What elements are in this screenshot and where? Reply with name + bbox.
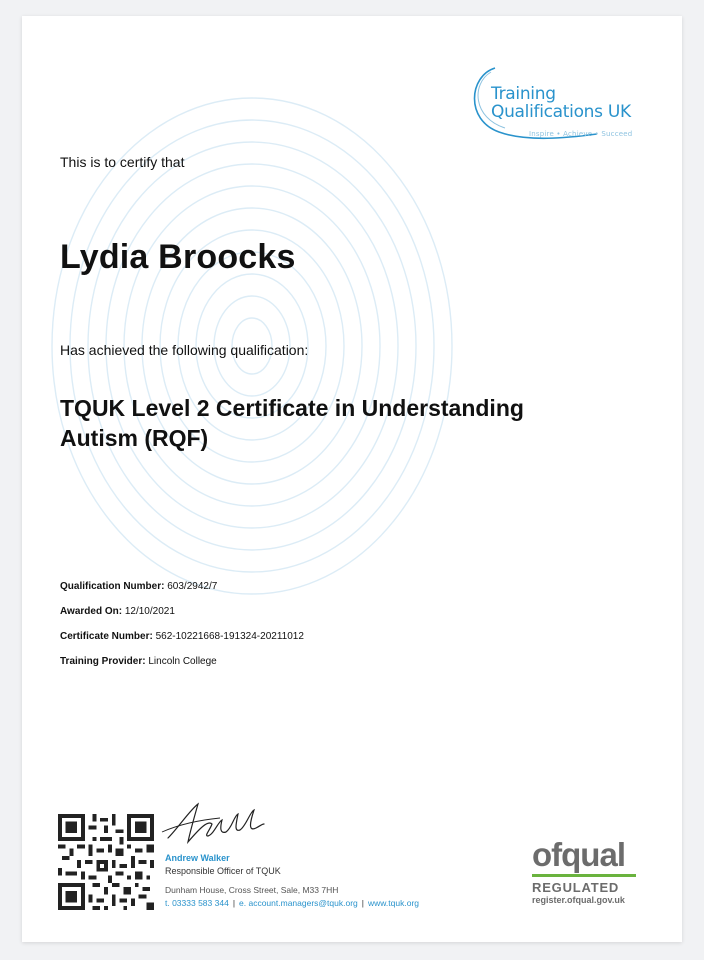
logo-text-line2: Qualifications UK (491, 102, 631, 122)
ofqual-wordmark: ofqual (532, 836, 625, 873)
ofqual-regulated-text: REGULATED (532, 880, 620, 895)
detail-value: 603/2942/7 (167, 581, 218, 592)
separator: | (361, 898, 364, 908)
detail-label: Qualification Number: (60, 581, 165, 592)
certify-intro: This is to certify that (60, 154, 185, 170)
certificate-page (22, 16, 682, 942)
signature-image (160, 798, 270, 850)
achieved-text: Has achieved the following qualification: (60, 342, 309, 358)
logo-text-line1: Training (491, 84, 556, 104)
tquk-logo (447, 62, 667, 167)
contact-phone[interactable]: t. 03333 583 344 (165, 898, 229, 908)
detail-label: Training Provider: (60, 656, 146, 667)
detail-label: Awarded On: (60, 606, 123, 617)
detail-label: Certificate Number: (60, 631, 153, 642)
ofqual-register-link[interactable]: register.ofqual.gov.uk (532, 895, 625, 905)
detail-row-awarded-on (60, 606, 304, 631)
signatory-role: Responsible Officer of TQUK (165, 866, 281, 876)
ofqual-regulated-logo (532, 838, 642, 905)
signatory-block (165, 852, 419, 910)
detail-value: 562-10221668-191324-20211012 (155, 631, 304, 642)
contact-line (165, 897, 419, 910)
certificate-details (60, 581, 304, 681)
recipient-name: Lydia Broocks (60, 238, 296, 276)
detail-value: 12/10/2021 (124, 606, 175, 617)
qr-code-icon[interactable] (58, 814, 154, 910)
qualification-title: TQUK Level 2 Certificate in Understanding Autism (RQF) (60, 395, 524, 451)
logo-tagline: Inspire • Achieve • Succeed (529, 130, 633, 138)
signatory-name: Andrew Walker (165, 853, 230, 863)
detail-row-certificate-number (60, 631, 304, 656)
contact-web-link[interactable]: www.tquk.org (367, 898, 420, 908)
detail-row-qualification-number (60, 581, 304, 606)
contact-email[interactable]: e. account.managers@tquk.org (239, 898, 358, 908)
detail-value: Lincoln College (148, 656, 217, 667)
signatory-address: Dunham House, Cross Street, Sale, M33 7HH (165, 885, 339, 895)
separator: | (232, 898, 236, 908)
detail-row-training-provider (60, 656, 304, 681)
ofqual-green-bar (532, 874, 636, 877)
